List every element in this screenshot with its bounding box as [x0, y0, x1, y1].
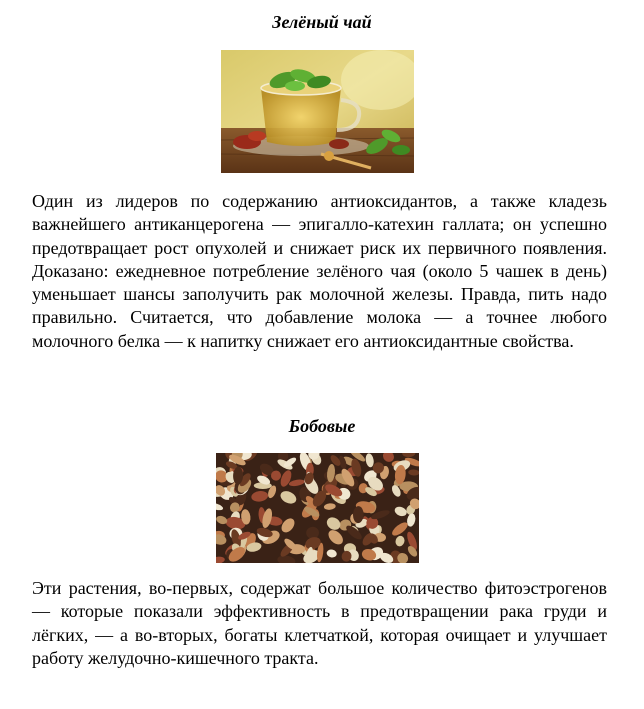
mixed-beans-illustration [216, 453, 419, 563]
section-title-green-tea: Зелёный чай [272, 12, 372, 32]
legumes-paragraph: Эти растения, во-первых, содержат большое количество фитоэстрогенов — которые показали эффективность в предотвращении рака груди и лёгких, — а во-вторых, богаты клетчаткой, которая очищает и улучшает работу желудочно-кишечного тракта. [32, 578, 607, 668]
section-title-legumes: Бобовые [288, 416, 356, 436]
green-tea-cup-illustration [221, 50, 414, 173]
green-tea-photo [221, 50, 414, 173]
green-tea-paragraph: Один из лидеров по содержанию антиоксидантов, а также кладезь важнейшего антиканцерогена — эпигалло-катехин галлата; он успешно предотвращает рост опухолей и снижает риск их первичного появления. Доказано: ежедневное потребление зелёного чая (около 5 чашек в день) уменьшает шансы заполучить рак молочной железы. Правда, пить надо правильно. Считается, что добавление молока — а точнее любого молочного белка — к напитку снижает его антиоксидантные свойства. [32, 191, 607, 351]
legumes-photo [216, 453, 419, 563]
